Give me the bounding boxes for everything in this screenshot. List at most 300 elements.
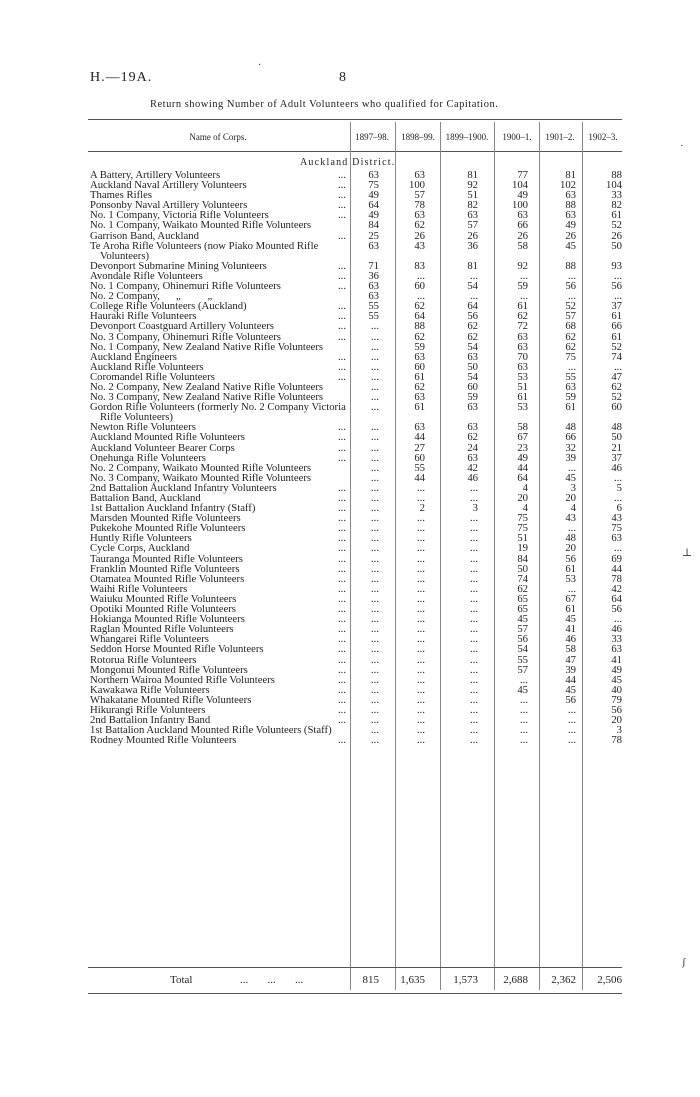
- year-value: 74: [611, 350, 622, 363]
- corps-name: No. 2 Company, New Zealand Native Rifle Volunteers: [90, 380, 324, 393]
- year-value: ...: [469, 623, 478, 636]
- year-value: ...: [370, 592, 379, 605]
- corps-name: Marsden Mounted Rifle Volunteers: [90, 512, 241, 525]
- col-header-year: 1901–2.: [545, 132, 575, 142]
- year-value: 62: [467, 320, 478, 333]
- dot-leader: ...: [338, 199, 347, 212]
- year-value: 5: [616, 481, 622, 494]
- year-value: 55: [517, 653, 528, 666]
- dot-leader: ...: [338, 582, 347, 595]
- corps-name: Waihi Rifle Volunteers: [90, 582, 188, 595]
- table-row: [90, 402, 625, 422]
- year-value: 65: [517, 592, 528, 605]
- year-value: 84: [368, 219, 379, 232]
- corps-name: Otamatea Mounted Rifle Volunteers: [90, 572, 245, 585]
- year-value: ...: [370, 572, 379, 585]
- year-value: ...: [519, 290, 528, 303]
- year-value: 32: [565, 441, 576, 454]
- year-value: 61: [611, 330, 622, 343]
- year-value: 37: [611, 451, 622, 464]
- year-value: 47: [611, 370, 622, 383]
- year-value: 60: [414, 280, 425, 293]
- year-value: 63: [414, 421, 425, 434]
- year-value: ...: [469, 714, 478, 727]
- year-value: 50: [611, 431, 622, 444]
- year-value: 63: [467, 350, 478, 363]
- page-reference: H.—19A.: [90, 70, 153, 85]
- dot-leader: ...: [338, 229, 347, 242]
- year-value: ...: [370, 714, 379, 727]
- year-value: 52: [611, 219, 622, 232]
- year-value: 46: [565, 633, 576, 646]
- year-value: ...: [370, 421, 379, 434]
- dot-leader: ...: [338, 481, 347, 494]
- year-value: 63: [565, 189, 576, 202]
- corps-name: 1st Battalion Auckland Infantry (Staff): [90, 502, 256, 515]
- margin-mark: ·: [680, 140, 684, 152]
- dot-leader: ...: [338, 552, 347, 565]
- dot-leader: ...: [338, 643, 347, 656]
- margin-mark: ʃ: [682, 956, 686, 968]
- year-value: 104: [511, 179, 528, 192]
- year-value: 62: [565, 330, 576, 343]
- dot-leader: ...: [338, 603, 347, 616]
- year-value: ...: [567, 360, 576, 373]
- year-value: 61: [517, 391, 528, 404]
- dot-leader: ...: [338, 189, 347, 202]
- year-value: 64: [517, 471, 528, 484]
- dot-leader: ...: [338, 502, 347, 515]
- year-value: 63: [368, 169, 379, 181]
- year-value: 63: [565, 380, 576, 393]
- year-value: 50: [467, 360, 478, 373]
- year-value: 43: [565, 512, 576, 525]
- year-value: ...: [469, 562, 478, 575]
- year-value: ...: [370, 734, 379, 747]
- corps-name: Raglan Mounted Rifle Volunteers: [90, 623, 234, 636]
- year-value: ...: [469, 492, 478, 504]
- corps-name: Whakatane Mounted Rifle Volunteers: [90, 693, 252, 706]
- year-value: ...: [370, 401, 379, 414]
- year-value: ...: [370, 340, 379, 353]
- dot-leader: ...: [338, 703, 347, 716]
- table-body: [90, 170, 625, 745]
- dot-leader: ...: [338, 492, 347, 504]
- year-value: 46: [467, 471, 478, 484]
- year-value: ...: [469, 724, 478, 737]
- corps-name: Pukekohe Mounted Rifle Volunteers: [90, 522, 246, 535]
- corps-name: Auckland Volunteer Bearer Corps: [90, 441, 235, 454]
- year-value: 59: [467, 391, 478, 404]
- year-value: ...: [370, 532, 379, 545]
- year-value: ...: [416, 481, 425, 494]
- year-value: 62: [467, 330, 478, 343]
- year-value: ...: [370, 542, 379, 555]
- year-value: 64: [414, 310, 425, 323]
- year-value: 67: [565, 592, 576, 605]
- year-value: 58: [517, 421, 528, 434]
- district-heading: Auckland District.: [300, 157, 396, 168]
- total-value: 1,573: [453, 974, 478, 986]
- year-value: 88: [565, 199, 576, 212]
- year-value: 45: [517, 613, 528, 626]
- year-value: 3: [472, 502, 478, 515]
- year-value: 33: [611, 189, 622, 202]
- year-value: 61: [414, 370, 425, 383]
- col-header-year: 1900–1.: [502, 132, 532, 142]
- col-header-year: 1899–1900.: [445, 132, 489, 142]
- year-value: ...: [519, 673, 528, 686]
- year-value: ...: [416, 572, 425, 585]
- year-value: ...: [469, 592, 478, 605]
- corps-name: Auckland Naval Artillery Volunteers: [90, 179, 247, 192]
- total-value: 1,635: [400, 974, 425, 986]
- year-value: ...: [613, 542, 622, 555]
- dot-leader: ...: [338, 572, 347, 585]
- year-value: 78: [611, 734, 622, 747]
- year-value: ...: [370, 562, 379, 575]
- year-value: 3: [570, 481, 576, 494]
- year-value: 56: [565, 280, 576, 293]
- year-value: 54: [517, 643, 528, 656]
- dot-leader: ...: [338, 532, 347, 545]
- corps-name: No. 3 Company, Waikato Mounted Rifle Volunteers: [90, 471, 312, 484]
- year-value: 21: [611, 441, 622, 454]
- year-value: 75: [517, 512, 528, 525]
- year-value: 102: [559, 179, 576, 192]
- year-value: 55: [414, 461, 425, 474]
- year-value: 61: [611, 209, 622, 222]
- corps-name: A Battery, Artillery Volunteers: [90, 169, 221, 181]
- year-value: ...: [416, 522, 425, 535]
- year-value: ...: [469, 290, 478, 303]
- year-value: 49: [565, 219, 576, 232]
- corps-name: Opotiki Mounted Rifle Volunteers: [90, 603, 236, 616]
- year-value: ...: [370, 431, 379, 444]
- year-value: 75: [565, 350, 576, 363]
- year-value: 56: [565, 693, 576, 706]
- year-value: 75: [517, 522, 528, 535]
- year-value: 67: [517, 431, 528, 444]
- year-value: 46: [611, 461, 622, 474]
- year-value: 66: [565, 431, 576, 444]
- year-value: 45: [611, 673, 622, 686]
- dot-leader: ...: [338, 360, 347, 373]
- year-value: ...: [370, 481, 379, 494]
- year-value: ...: [370, 360, 379, 373]
- year-value: ...: [469, 522, 478, 535]
- dot-leader: ...: [338, 259, 347, 272]
- year-value: ...: [469, 683, 478, 696]
- year-value: ...: [416, 714, 425, 727]
- year-value: ...: [416, 623, 425, 636]
- year-value: 57: [467, 219, 478, 232]
- year-value: ...: [370, 441, 379, 454]
- year-value: 59: [517, 280, 528, 293]
- dot-leader: ...: [338, 269, 347, 282]
- dot-leader: ...: [338, 562, 347, 575]
- year-value: 19: [517, 542, 528, 555]
- year-value: ...: [370, 330, 379, 343]
- year-value: 53: [517, 370, 528, 383]
- dot-leader: ...: [338, 431, 347, 444]
- table-row: [90, 735, 625, 745]
- year-value: 54: [467, 280, 478, 293]
- year-value: 66: [611, 320, 622, 333]
- year-value: 92: [467, 179, 478, 192]
- year-value: 58: [517, 239, 528, 252]
- year-value: 63: [611, 532, 622, 545]
- year-value: ...: [469, 613, 478, 626]
- dot-leader: ...: [338, 330, 347, 343]
- year-value: 77: [517, 169, 528, 181]
- year-value: 48: [611, 421, 622, 434]
- dot-leader: ...: [338, 209, 347, 222]
- year-value: 63: [368, 290, 379, 303]
- year-value: 42: [467, 461, 478, 474]
- year-value: 63: [517, 360, 528, 373]
- year-value: 57: [565, 310, 576, 323]
- year-value: 6: [616, 502, 622, 515]
- year-value: 63: [517, 340, 528, 353]
- year-value: 62: [565, 340, 576, 353]
- year-value: 25: [368, 229, 379, 242]
- year-value: 51: [517, 532, 528, 545]
- year-value: 44: [517, 461, 528, 474]
- corps-name: No. 1 Company, Waikato Mounted Rifle Volunteers: [90, 219, 312, 232]
- corps-name: No. 1 Company, Victoria Rifle Volunteers: [90, 209, 269, 222]
- year-value: 63: [414, 391, 425, 404]
- year-value: 43: [414, 239, 425, 252]
- year-value: 63: [414, 209, 425, 222]
- corps-name: Mongonui Mounted Rifle Volunteers: [90, 663, 248, 676]
- dot-leader: ...: [338, 370, 347, 383]
- year-value: 100: [408, 179, 425, 192]
- corps-name: No. 2 Company, „ „: [90, 290, 213, 303]
- year-value: 93: [611, 259, 622, 272]
- total-value: 2,362: [551, 974, 576, 986]
- year-value: ...: [469, 582, 478, 595]
- year-value: 81: [467, 169, 478, 181]
- total-row: [90, 972, 625, 988]
- dot-leader: ...: [338, 512, 347, 525]
- year-value: 41: [611, 653, 622, 666]
- dot-leader: ...: [338, 693, 347, 706]
- year-value: ...: [469, 653, 478, 666]
- year-value: ...: [469, 673, 478, 686]
- corps-name: Thames Rifles: [90, 189, 153, 202]
- dot-leader: ...: [338, 179, 347, 192]
- year-value: 64: [467, 300, 478, 313]
- year-value: 45: [565, 613, 576, 626]
- year-value: 74: [517, 572, 528, 585]
- year-value: 63: [368, 280, 379, 293]
- top-rule: [88, 119, 622, 120]
- year-value: 71: [368, 259, 379, 272]
- col-header-year: 1902–3.: [588, 132, 618, 142]
- year-value: 59: [414, 340, 425, 353]
- year-value: ...: [370, 724, 379, 737]
- dot-leader: ...: [338, 300, 347, 313]
- year-value: ...: [416, 290, 425, 303]
- year-value: 83: [414, 259, 425, 272]
- year-value: ...: [519, 693, 528, 706]
- year-value: 75: [611, 522, 622, 535]
- year-value: ...: [567, 461, 576, 474]
- year-value: 62: [611, 380, 622, 393]
- year-value: ...: [613, 290, 622, 303]
- year-value: 56: [611, 280, 622, 293]
- year-value: 49: [517, 451, 528, 464]
- year-value: 20: [517, 492, 528, 504]
- speck: ·: [258, 60, 262, 71]
- year-value: 63: [414, 169, 425, 181]
- year-value: 62: [517, 310, 528, 323]
- year-value: 44: [565, 673, 576, 686]
- year-value: 45: [565, 471, 576, 484]
- dot-leader: ...: [338, 522, 347, 535]
- year-value: ...: [469, 703, 478, 716]
- year-value: 45: [517, 683, 528, 696]
- year-value: 70: [517, 350, 528, 363]
- year-value: 51: [467, 189, 478, 202]
- year-value: ...: [469, 603, 478, 616]
- year-value: 49: [368, 189, 379, 202]
- year-value: 48: [565, 421, 576, 434]
- year-value: ...: [416, 592, 425, 605]
- year-value: ...: [469, 532, 478, 545]
- corps-name: Auckland Engineers: [90, 350, 177, 363]
- year-value: ...: [416, 582, 425, 595]
- corps-name: Auckland Rifle Volunteers: [90, 360, 204, 373]
- year-value: 4: [522, 481, 528, 494]
- total-value: 2,688: [503, 974, 528, 986]
- year-value: ...: [416, 603, 425, 616]
- year-value: ...: [416, 693, 425, 706]
- table-row: [90, 241, 625, 261]
- year-value: ...: [370, 623, 379, 636]
- corps-name: Seddon Horse Mounted Rifle Volunteers: [90, 643, 264, 656]
- year-value: 33: [611, 633, 622, 646]
- year-value: ...: [416, 492, 425, 504]
- year-value: 58: [565, 643, 576, 656]
- year-value: 45: [565, 683, 576, 696]
- corps-name: Rodney Mounted Rifle Volunteers: [90, 734, 237, 747]
- corps-name: No. 3 Company, Ohinemuri Rifle Volunteers: [90, 330, 281, 343]
- year-value: ...: [370, 653, 379, 666]
- year-value: ...: [416, 673, 425, 686]
- year-value: 61: [565, 562, 576, 575]
- year-value: ...: [370, 451, 379, 464]
- year-value: ...: [567, 734, 576, 747]
- total-rule: [88, 967, 622, 968]
- year-value: 2: [419, 502, 425, 515]
- corps-name: Cycle Corps, Auckland: [90, 542, 190, 555]
- year-value: 26: [565, 229, 576, 242]
- table-row: [90, 644, 625, 654]
- year-value: 24: [467, 441, 478, 454]
- year-value: 53: [565, 572, 576, 585]
- dot-leader: ...: [338, 683, 347, 696]
- year-value: 64: [368, 199, 379, 212]
- year-value: 65: [517, 603, 528, 616]
- bottom-rule: [88, 993, 622, 994]
- dot-leader: ...: [338, 623, 347, 636]
- corps-name: Hauraki Rifle Volunteers: [90, 310, 197, 323]
- year-value: 47: [565, 653, 576, 666]
- header-rule: [88, 151, 622, 152]
- corps-name: 2nd Battalion Infantry Band: [90, 714, 211, 727]
- year-value: 62: [414, 219, 425, 232]
- year-value: 64: [611, 592, 622, 605]
- year-value: 63: [467, 209, 478, 222]
- year-value: 20: [565, 542, 576, 555]
- year-value: ...: [416, 613, 425, 626]
- dot-leader: ...: [338, 592, 347, 605]
- col-header-year: 1897–98.: [355, 132, 389, 142]
- year-value: ...: [370, 582, 379, 595]
- year-value: 63: [517, 330, 528, 343]
- year-value: ...: [416, 643, 425, 656]
- year-value: 62: [414, 330, 425, 343]
- year-value: ...: [370, 643, 379, 656]
- year-value: ...: [469, 643, 478, 656]
- total-label: Total: [170, 974, 193, 986]
- year-value: ...: [469, 572, 478, 585]
- dot-leader: ...: [338, 714, 347, 727]
- year-value: 62: [414, 300, 425, 313]
- year-value: ...: [567, 714, 576, 727]
- year-value: 59: [565, 391, 576, 404]
- dot-leader: ...: [338, 441, 347, 454]
- year-value: ...: [567, 582, 576, 595]
- corps-name: 1st Battalion Auckland Mounted Rifle Volunteers (Staff): [90, 724, 332, 737]
- year-value: ...: [519, 724, 528, 737]
- corps-name: Garrison Band, Auckland: [90, 229, 199, 242]
- corps-name: 2nd Battalion Auckland Infantry Volunteers: [90, 481, 277, 494]
- dot-leader: ...: [338, 633, 347, 646]
- year-value: ...: [519, 714, 528, 727]
- year-value: 44: [414, 471, 425, 484]
- total-value: 815: [362, 974, 379, 986]
- year-value: ...: [416, 562, 425, 575]
- year-value: ...: [469, 269, 478, 282]
- year-value: ...: [416, 734, 425, 747]
- dot-leader: ...: [338, 734, 347, 747]
- year-value: 63: [414, 350, 425, 363]
- year-value: 49: [517, 189, 528, 202]
- year-value: 57: [414, 189, 425, 202]
- year-value: 63: [368, 239, 379, 252]
- corps-name: Newton Rifle Volunteers: [90, 421, 196, 434]
- year-value: 48: [565, 532, 576, 545]
- year-value: 26: [517, 229, 528, 242]
- year-value: 61: [565, 603, 576, 616]
- year-value: 66: [517, 219, 528, 232]
- year-value: ...: [370, 673, 379, 686]
- year-value: 88: [414, 320, 425, 333]
- year-value: 60: [414, 451, 425, 464]
- year-value: 55: [368, 310, 379, 323]
- year-value: 20: [565, 492, 576, 504]
- year-value: 63: [467, 421, 478, 434]
- year-value: 61: [517, 300, 528, 313]
- year-value: 56: [467, 310, 478, 323]
- corps-name: Devonport Submarine Mining Volunteers: [90, 259, 267, 272]
- year-value: 60: [414, 360, 425, 373]
- year-value: 56: [611, 603, 622, 616]
- year-value: 61: [414, 401, 425, 414]
